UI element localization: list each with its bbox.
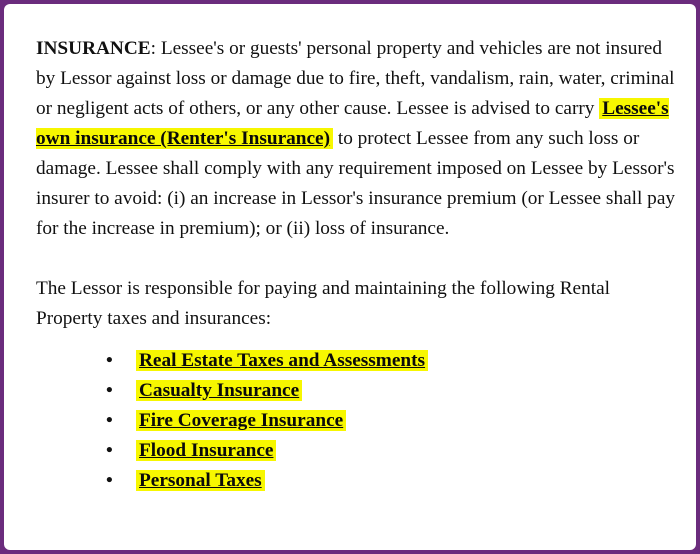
renters-insurance-link[interactable]: Lessee's own insurance (Renter's Insurance) [36,98,669,149]
document-frame [4,4,696,550]
bullet-icon: • [106,410,113,431]
insurance-text-after-link: to protect Lessee from any such loss or damage. Lessee shall comply with any requirement imposed on Lessee by Lessor's insurer to avoid: (i) an increase in Lessor's insurance premium (or Lessee shall pay for the increase in premium); or (ii) loss of insurance. [36,128,676,239]
responsibility-paragraph: The Lessor is responsible for paying and maintaining the following Rental Property taxes and insurances: [36,278,611,329]
insurance-paragraph [36,34,676,244]
document-body [36,34,676,496]
item-link-personal-taxes[interactable]: Personal Taxes [136,470,265,491]
bullet-icon: • [106,350,113,371]
item-link-fire-coverage-insurance[interactable]: Fire Coverage Insurance [136,410,346,431]
bullet-icon: • [106,470,113,491]
bullet-icon: • [106,440,113,461]
list-item [106,346,676,376]
list-item [106,436,676,466]
item-link-flood-insurance[interactable]: Flood Insurance [136,440,276,461]
list-item [106,376,676,406]
item-link-real-estate-taxes[interactable]: Real Estate Taxes and Assessments [136,350,428,371]
item-link-casualty-insurance[interactable]: Casualty Insurance [136,380,302,401]
bullet-icon: • [106,380,113,401]
insurance-text-before-link: : Lessee's or guests' personal property and vehicles are not insured by Lessor against loss or damage due to fire, theft, vandalism, rain, water, criminal or negligent acts of others, or any other cause. Lessee is advised to carry [36,38,675,119]
list-item [106,466,676,496]
list-item [106,406,676,436]
insurance-heading: INSURANCE [36,38,151,59]
responsibility-list [36,346,676,496]
